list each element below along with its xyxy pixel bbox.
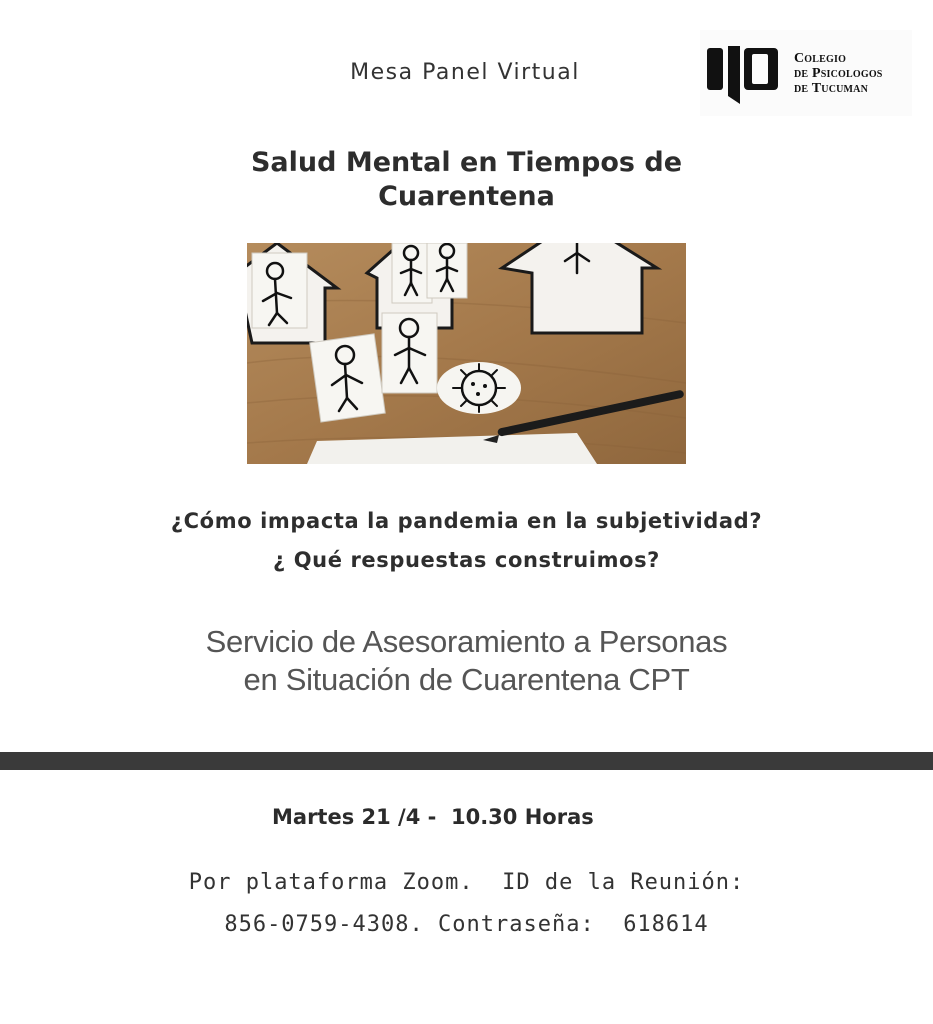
paper-figures-photo	[247, 243, 686, 464]
page-title	[200, 146, 733, 214]
zoom-password: 856-0759-4308. Contraseña: 618614	[224, 912, 709, 937]
event-type: Mesa Panel Virtual	[350, 60, 580, 85]
zoom-meeting-id: Por plataforma Zoom. ID de la Reunión:	[188, 870, 745, 895]
title-line-1: Salud Mental en Tiempos de	[250, 147, 683, 178]
logo-text-line-2: de Psicologos	[794, 66, 883, 81]
question-responses: ¿ Qué respuestas construimos?	[273, 548, 660, 572]
event-datetime: Martes 21 /4 - 10.30 Horas	[272, 805, 594, 829]
logo-mark-icon	[704, 46, 784, 104]
section-divider	[0, 752, 933, 770]
service-name	[130, 623, 803, 699]
service-line-2: en Situación de Cuarentena CPT	[243, 662, 690, 697]
service-line-1: Servicio de Asesoramiento a Personas	[205, 624, 728, 659]
question-impact: ¿Cómo impacta la pandemia en la subjetividad?	[170, 509, 763, 533]
colegio-psicologos-logo	[700, 30, 912, 116]
logo-text-line-3: de Tucuman	[794, 81, 869, 96]
title-line-2: Cuarentena	[378, 181, 555, 212]
logo-text-line-1: Colegio	[794, 51, 847, 66]
